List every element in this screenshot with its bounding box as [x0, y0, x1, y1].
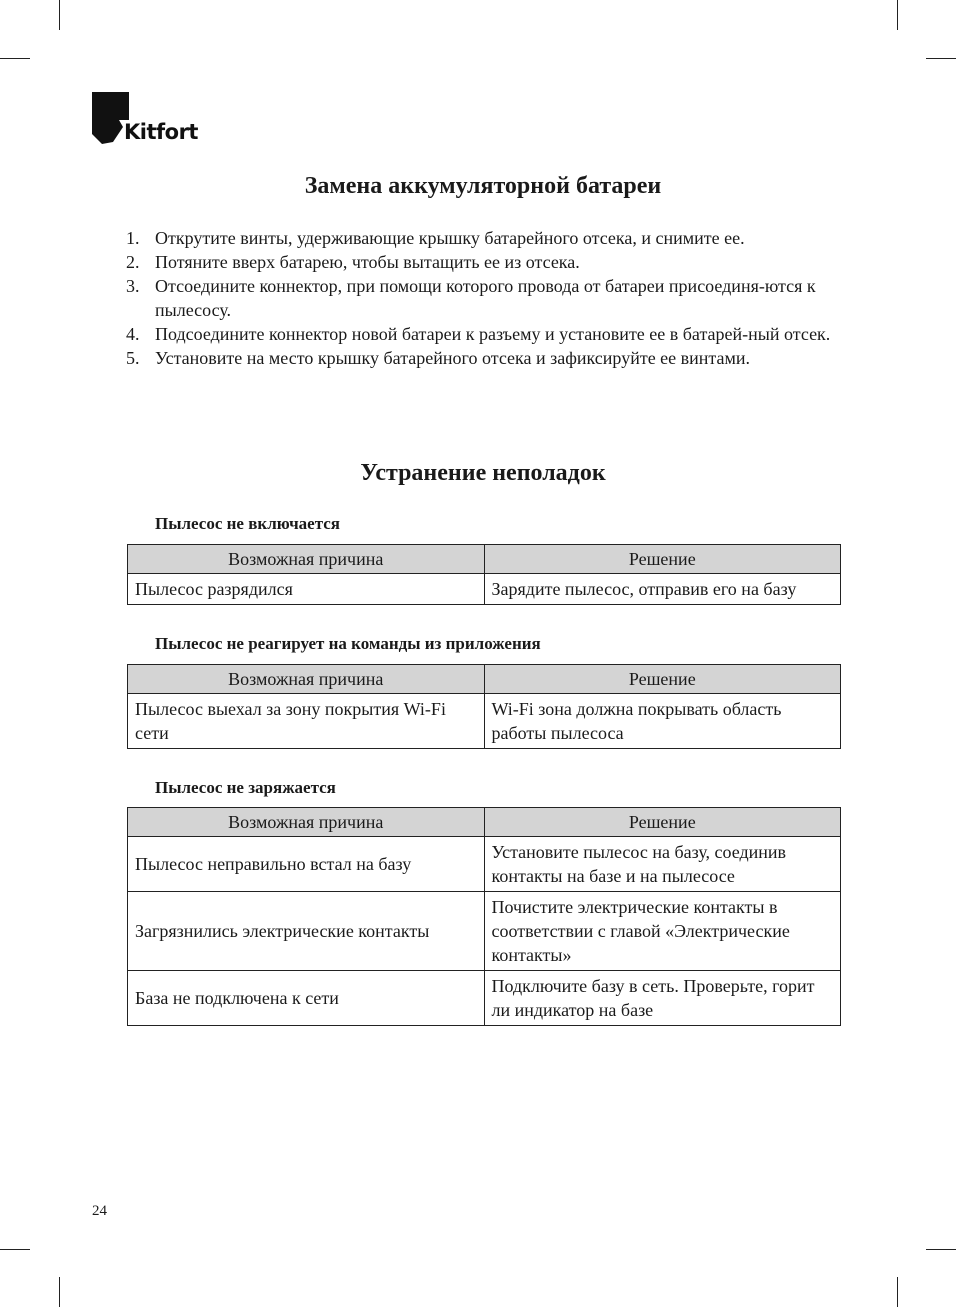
troubleshooting-table	[127, 807, 841, 1026]
brand-name: Kitfort	[124, 120, 198, 144]
step-item	[126, 250, 846, 274]
table-header	[128, 808, 841, 837]
section-heading: Пылесос не реагирует на команды из приложения	[155, 634, 541, 653]
crop-mark	[926, 1249, 956, 1250]
crop-mark	[897, 1277, 898, 1307]
step-item	[126, 274, 846, 322]
header-cause: Возможная причина	[128, 808, 485, 837]
table-row	[128, 837, 841, 892]
step-number: 4.	[126, 324, 140, 344]
step-text: Установите на место крышку батарейного отсека и зафиксируйте ее винтами.	[155, 348, 751, 368]
crop-mark	[897, 0, 898, 30]
cause-cell: Пылесос неправильно встал на базу	[128, 837, 485, 892]
step-item	[126, 346, 846, 370]
troubleshooting-title: Устранение неполадок	[360, 460, 606, 486]
step-text: Потяните вверх батарею, чтобы вытащить ее из отсека.	[155, 252, 580, 272]
cause-cell: База не подключена к сети	[128, 971, 485, 1026]
section-heading: Пылесос не включается	[155, 514, 341, 533]
header-solution: Решение	[484, 545, 841, 574]
step-item	[126, 322, 846, 346]
step-item	[126, 226, 846, 250]
battery-title: Замена аккумуляторной батареи	[304, 173, 662, 199]
step-text: Открутите винты, удерживающие крышку батарейного отсека, и снимите ее.	[155, 228, 745, 248]
cause-cell: Пылесос выехал за зону покрытия Wi-Fi сети	[128, 694, 485, 749]
crop-mark	[59, 0, 60, 30]
page-number: 24	[92, 1203, 107, 1219]
solution-cell: Почистите электрические контакты в соответствии с главой «Электрические контакты»	[484, 892, 841, 971]
battery-steps	[126, 226, 846, 370]
step-number: 1.	[126, 228, 140, 248]
section-heading: Пылесос не заряжается	[155, 778, 336, 797]
crop-mark	[59, 1277, 60, 1307]
table-row	[128, 694, 841, 749]
crop-mark	[0, 1249, 30, 1250]
crop-mark	[0, 58, 30, 59]
solution-cell: Подключите базу в сеть. Проверьте, горит ли индикатор на базе	[484, 971, 841, 1026]
solution-cell: Установите пылесос на базу, соединив контакты на базе и на пылесосе	[484, 837, 841, 892]
header-solution: Решение	[484, 808, 841, 837]
troubleshooting-table	[127, 664, 841, 749]
table-row	[128, 971, 841, 1026]
step-number: 5.	[126, 348, 140, 368]
table-header	[128, 665, 841, 694]
solution-cell: Зарядите пылесос, отправив его на базу	[484, 574, 841, 605]
table-row	[128, 574, 841, 605]
step-number: 2.	[126, 252, 140, 272]
table-header	[128, 545, 841, 574]
step-text: Отсоедините коннектор, при помощи которого провода от батареи присоединя-ются к пылесосу.	[155, 276, 816, 320]
cause-cell: Пылесос разрядился	[128, 574, 485, 605]
step-text: Подсоедините коннектор новой батареи к разъему и установите ее в батарей-ный отсек.	[155, 324, 831, 344]
table-row	[128, 892, 841, 971]
solution-cell: Wi-Fi зона должна покрывать область работы пылесоса	[484, 694, 841, 749]
header-cause: Возможная причина	[128, 545, 485, 574]
troubleshooting-table	[127, 544, 841, 605]
cause-cell: Загрязнились электрические контакты	[128, 892, 485, 971]
header-solution: Решение	[484, 665, 841, 694]
header-cause: Возможная причина	[128, 665, 485, 694]
step-number: 3.	[126, 276, 140, 296]
crop-mark	[926, 58, 956, 59]
